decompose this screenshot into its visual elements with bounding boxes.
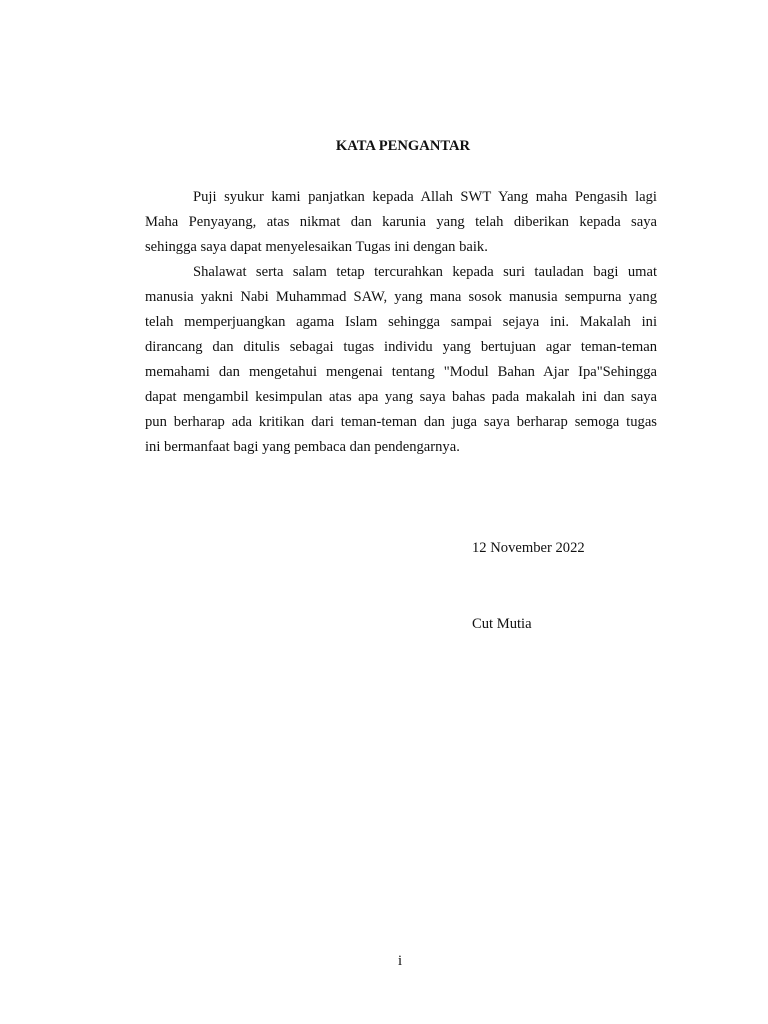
- page-title: KATA PENGANTAR: [335, 138, 471, 154]
- page-number: i: [398, 953, 403, 969]
- text-line: sehingga saya dapat menyelesaikan Tugas ini dengan baik.: [145, 239, 488, 255]
- paragraph-1: [145, 187, 657, 262]
- paragraph-2: [145, 262, 657, 462]
- text-line: Maha Penyayang, atas nikmat dan karunia yang telah diberikan kepada saya: [145, 214, 657, 230]
- signature-date: 12 November 2022: [472, 540, 585, 556]
- text-line: dirancang dan ditulis sebagai tugas individu yang bertujuan agar teman-teman: [145, 339, 657, 355]
- text-line: Shalawat serta salam tetap tercurahkan kepada suri tauladan bagi umat: [193, 264, 657, 280]
- text-line: ini bermanfaat bagi yang pembaca dan pendengarnya.: [145, 439, 460, 455]
- text-line: memahami dan mengetahui mengenai tentang "Modul Bahan Ajar Ipa"Sehingga: [145, 364, 657, 380]
- document-body: [145, 187, 657, 462]
- author-name: Cut Mutia: [472, 616, 532, 632]
- text-line: Puji syukur kami panjatkan kepada Allah SWT Yang maha Pengasih lagi: [193, 189, 657, 205]
- text-line: telah memperjuangkan agama Islam sehingga sampai sejaya ini. Makalah ini: [145, 314, 657, 330]
- text-line: dapat mengambil kesimpulan atas apa yang saya bahas pada makalah ini dan saya: [145, 389, 657, 405]
- text-line: manusia yakni Nabi Muhammad SAW, yang mana sosok manusia sempurna yang: [145, 289, 657, 305]
- text-line: pun berharap ada kritikan dari teman-teman dan juga saya berharap semoga tugas: [145, 414, 657, 430]
